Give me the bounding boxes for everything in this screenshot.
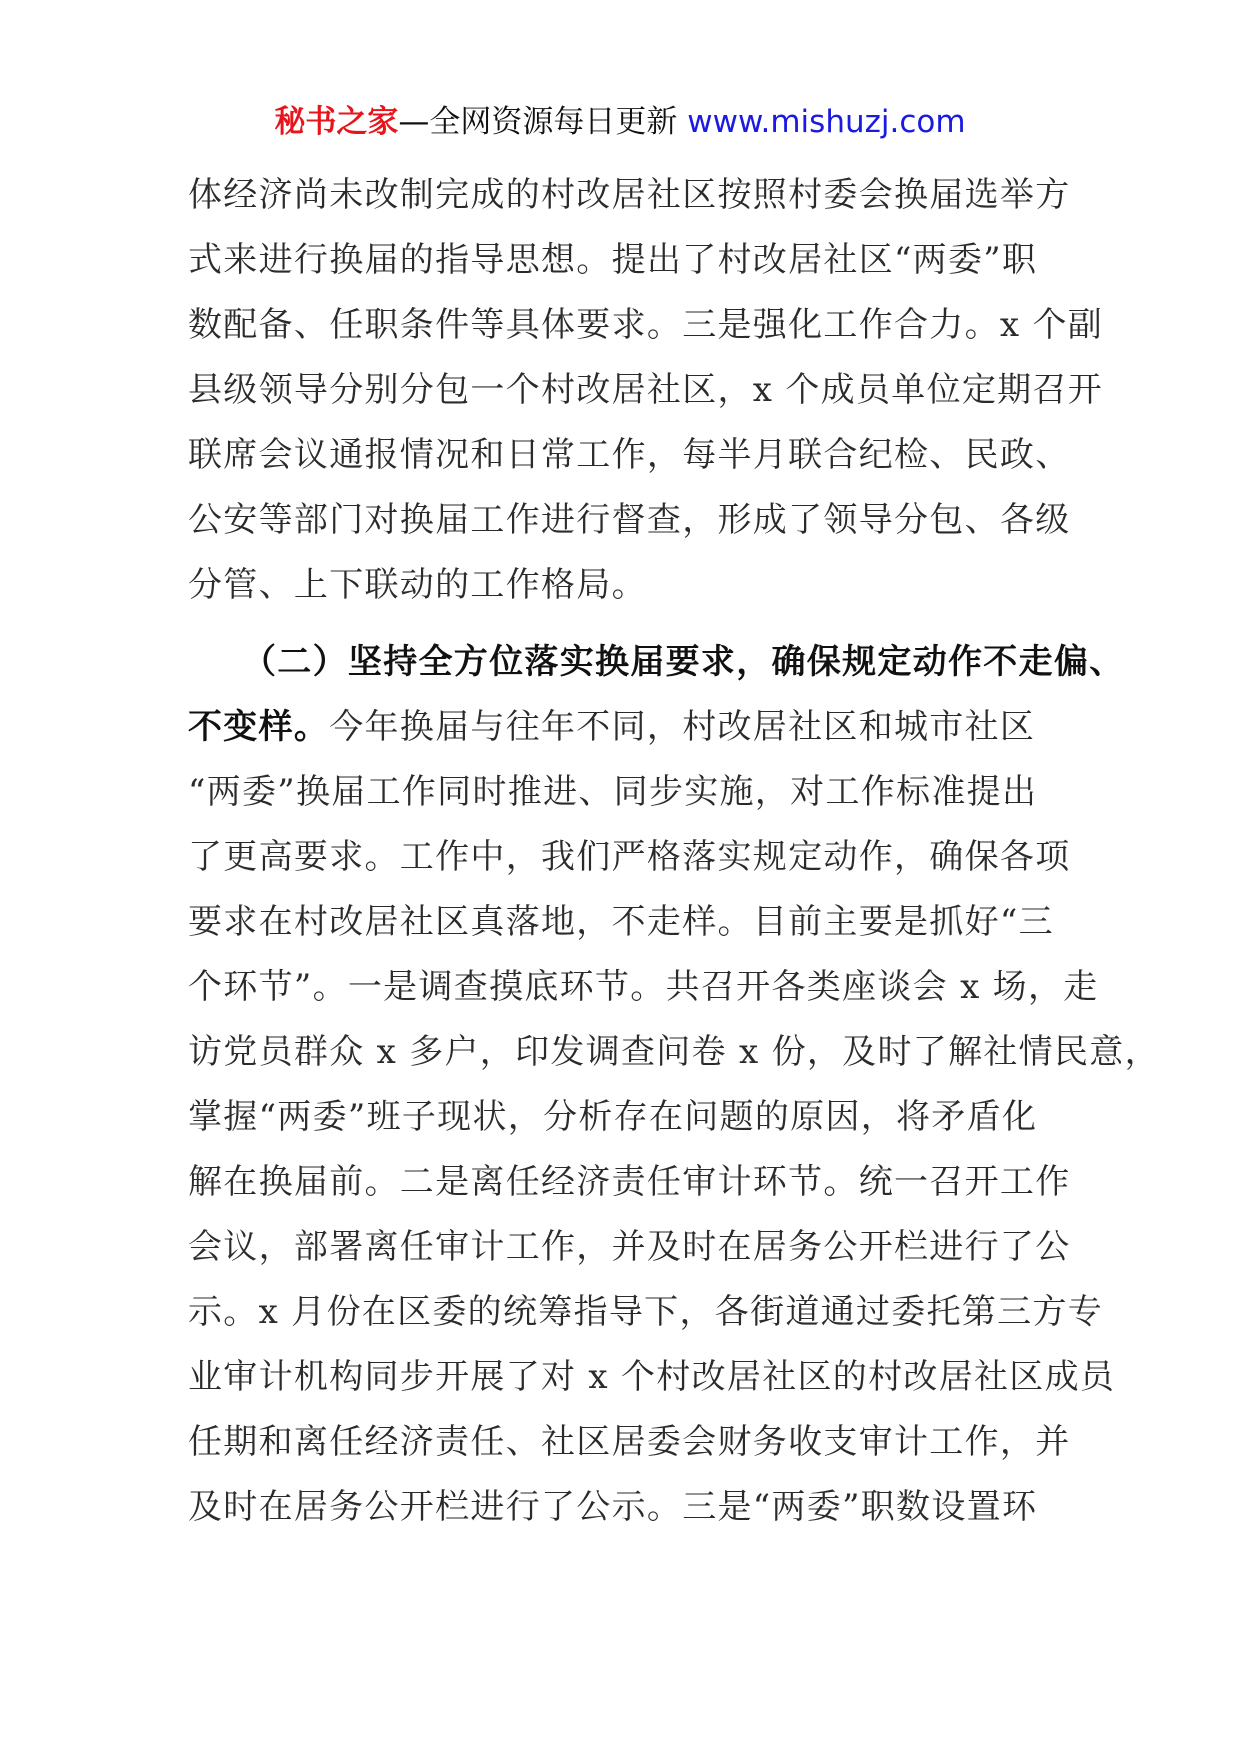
text-line: 联席会议通报情况和日常工作，每半月联合纪检、民政、 (188, 435, 1071, 475)
text-line: 业审计机构同步开展了对 x 个村改居社区的村改居社区成员 (188, 1357, 1116, 1397)
site-header (0, 100, 1240, 144)
text-line: 解在换届前。二是离任经济责任审计环节。统一召开工作 (188, 1162, 1071, 1202)
text-line: 掌握“两委”班子现状，分析存在问题的原因，将矛盾化 (188, 1097, 1038, 1137)
text-line: 示。x 月份在区委的统筹指导下，各街道通过委托第三方专 (188, 1292, 1104, 1332)
site-tagline: —全网资源每日更新 (398, 104, 688, 140)
document-body (188, 163, 1160, 1540)
section-heading: （二）坚持全方位落实换届要求，确保规定动作不走偏、 (242, 642, 1125, 682)
text-line: “两委”换届工作同时推进、同步实施，对工作标准提出 (188, 772, 1038, 812)
paragraph-2 (188, 630, 1160, 1540)
paragraph-1 (188, 163, 1104, 618)
text-line (188, 695, 1058, 760)
text-line: 式来进行换届的指导思想。提出了村改居社区“两委”职 (188, 240, 1038, 280)
text-line: 公安等部门对换届工作进行督查，形成了领导分包、各级 (188, 500, 1071, 540)
text-line: 数配备、任职条件等具体要求。三是强化工作合力。x 个副 (188, 305, 1104, 345)
site-brand: 秘书之家 (274, 104, 399, 140)
site-url[interactable]: www.mishuzj.com (687, 104, 966, 140)
text-span: 今年换届与往年不同，村改居社区和城市社区 (329, 707, 1036, 747)
text-line: 了更高要求。工作中，我们严格落实规定动作，确保各项 (188, 837, 1071, 877)
section-heading-end: 不变样。 (188, 707, 330, 747)
text-line: 任期和离任经济责任、社区居委会财务收支审计工作，并 (188, 1422, 1071, 1462)
text-line: 分管、上下联动的工作格局。 (188, 565, 647, 605)
text-line: 县级领导分别分包一个村改居社区，x 个成员单位定期召开 (188, 370, 1104, 410)
text-line: 访党员群众 x 多户，印发调查问卷 x 份，及时了解社情民意， (188, 1032, 1160, 1072)
text-line: 会议，部署离任审计工作，并及时在居务公开栏进行了公 (188, 1227, 1071, 1267)
text-line: 及时在居务公开栏进行了公示。三是“两委”职数设置环 (188, 1487, 1038, 1527)
paragraph-gap (188, 618, 1058, 630)
text-line: 个环节”。一是调查摸底环节。共召开各类座谈会 x 场，走 (188, 967, 1099, 1007)
text-line: 要求在村改居社区真落地，不走样。目前主要是抓好“三 (188, 902, 1054, 942)
text-line: 体经济尚未改制完成的村改居社区按照村委会换届选举方 (188, 175, 1071, 215)
